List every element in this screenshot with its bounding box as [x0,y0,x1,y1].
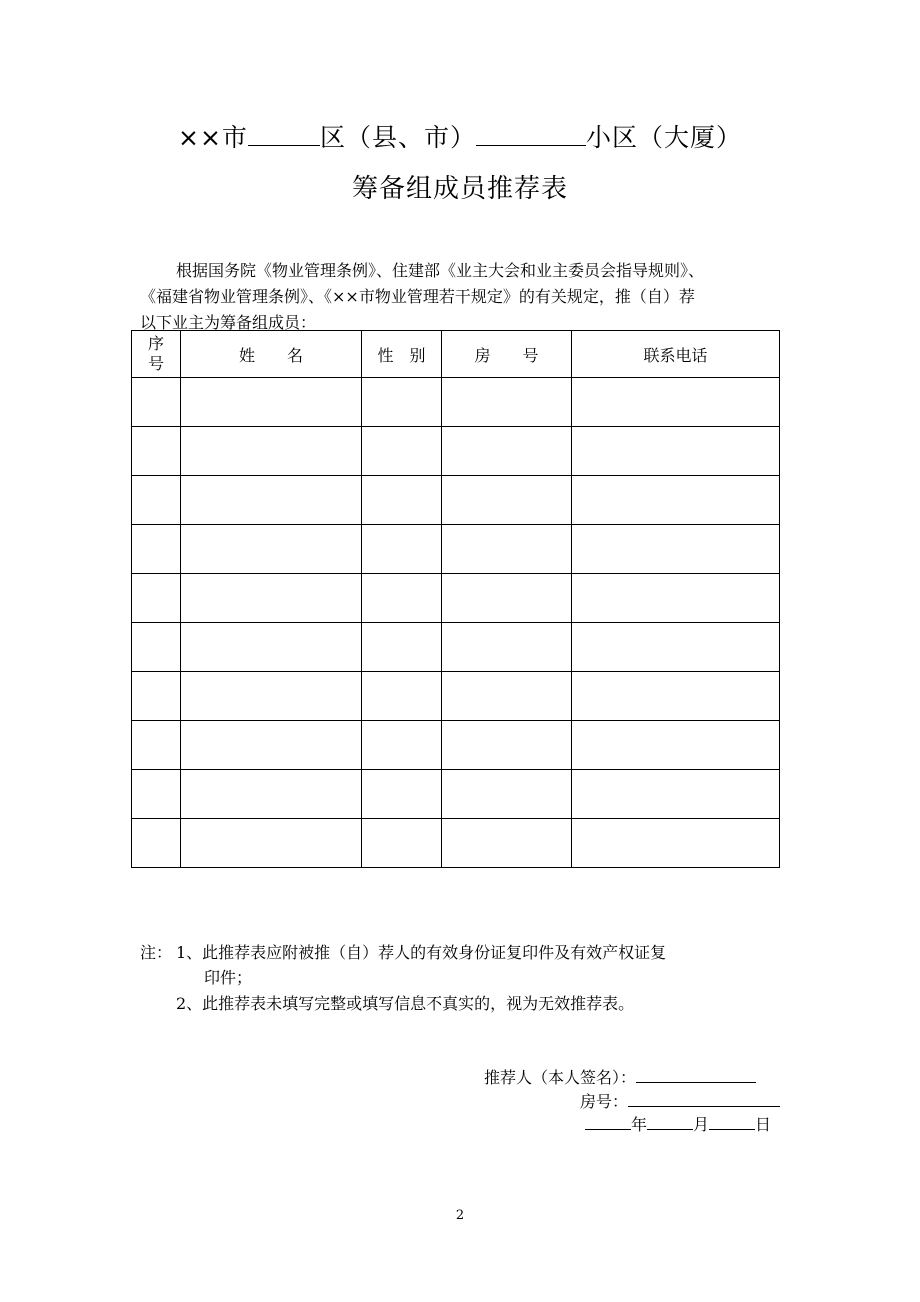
intro-line-1: 根据国务院《物业管理条例》、住建部《业主大会和业主委员会指导规则》、 [176,261,705,280]
recommendation-table [131,330,780,868]
seq-header-bottom: 号 [147,354,164,373]
table-row [132,721,780,770]
district-label: 区（县、市） [319,123,476,152]
cell-gender[interactable] [362,672,442,721]
table-row [132,819,780,868]
cell-name[interactable] [181,623,362,672]
intro-paragraph [140,258,780,336]
cell-seq[interactable] [132,574,181,623]
cell-phone[interactable] [572,427,780,476]
room-label: 房号： [580,1092,629,1111]
recommender-signature-line [484,1064,756,1088]
day-field[interactable] [709,1111,755,1130]
col-header-phone: 联系电话 [572,331,780,378]
intro-line-3: 以下业主为筹备组成员： [140,313,317,332]
cell-phone[interactable] [572,476,780,525]
note-item-2: 2、此推荐表未填写完整或填写信息不真实的，视为无效推荐表。 [176,994,635,1013]
date-line [585,1111,771,1135]
cell-phone[interactable] [572,819,780,868]
cell-phone[interactable] [572,574,780,623]
district-blank[interactable] [248,119,320,146]
cell-phone[interactable] [572,623,780,672]
cell-name[interactable] [181,525,362,574]
cell-name[interactable] [181,672,362,721]
year-label: 年 [631,1115,648,1134]
room-number-line [580,1088,780,1112]
note-prefix: 注： [140,943,173,962]
cell-seq[interactable] [132,427,181,476]
recommender-signature-field[interactable] [636,1064,756,1083]
cell-gender[interactable] [362,721,442,770]
table-row [132,574,780,623]
cell-gender[interactable] [362,525,442,574]
seq-header-top: 序 [147,334,164,353]
cell-room[interactable] [442,427,572,476]
cell-seq[interactable] [132,721,181,770]
table-row [132,476,780,525]
col-header-gender: 性 别 [362,331,442,378]
table-row [132,672,780,721]
day-label: 日 [755,1115,772,1134]
cell-name[interactable] [181,427,362,476]
cell-gender[interactable] [362,574,442,623]
cell-room[interactable] [442,819,572,868]
cell-seq[interactable] [132,525,181,574]
cell-gender[interactable] [362,623,442,672]
cell-name[interactable] [181,770,362,819]
note-item-1-line-2: 印件； [204,968,253,987]
cell-gender[interactable] [362,476,442,525]
intro-line-2: 《福建省物业管理条例》、《××市物业管理若干规定》的有关规定，推（自）荐 [140,287,695,306]
cell-seq[interactable] [132,623,181,672]
cell-room[interactable] [442,721,572,770]
cell-room[interactable] [442,770,572,819]
community-label: 小区（大厦） [585,123,742,152]
cell-seq[interactable] [132,770,181,819]
col-header-name: 姓 名 [181,331,362,378]
cell-room[interactable] [442,623,572,672]
cell-gender[interactable] [362,770,442,819]
cell-name[interactable] [181,476,362,525]
cell-seq[interactable] [132,819,181,868]
table-row [132,525,780,574]
col-header-seq [132,331,181,378]
community-blank[interactable] [476,119,586,146]
cell-name[interactable] [181,574,362,623]
table-row [132,427,780,476]
table-row [132,623,780,672]
cell-room[interactable] [442,525,572,574]
table-row [132,378,780,427]
cell-phone[interactable] [572,378,780,427]
cell-name[interactable] [181,378,362,427]
cell-room[interactable] [442,378,572,427]
cell-gender[interactable] [362,378,442,427]
cell-phone[interactable] [572,721,780,770]
cell-name[interactable] [181,819,362,868]
form-location-line [0,118,920,154]
cell-name[interactable] [181,721,362,770]
cell-phone[interactable] [572,525,780,574]
table-header-row [132,331,780,378]
cell-phone[interactable] [572,770,780,819]
cell-room[interactable] [442,672,572,721]
month-field[interactable] [647,1111,693,1130]
recommender-label: 推荐人（本人签名）： [484,1068,637,1087]
cell-room[interactable] [442,476,572,525]
room-number-field[interactable] [628,1088,780,1107]
page-number: 2 [455,1208,465,1223]
cell-gender[interactable] [362,427,442,476]
cell-seq[interactable] [132,378,181,427]
cell-gender[interactable] [362,819,442,868]
cell-seq[interactable] [132,672,181,721]
col-header-room: 房 号 [442,331,572,378]
note-item-1-line-1: 1、此推荐表应附被推（自）荐人的有效身份证复印件及有效产权证复 [176,943,667,962]
cell-seq[interactable] [132,476,181,525]
city-label: ××市 [178,123,248,152]
cell-phone[interactable] [572,672,780,721]
page-title: 筹备组成员推荐表 [351,174,568,204]
table-row [132,770,780,819]
cell-room[interactable] [442,574,572,623]
year-field[interactable] [585,1111,631,1130]
month-label: 月 [693,1115,710,1134]
